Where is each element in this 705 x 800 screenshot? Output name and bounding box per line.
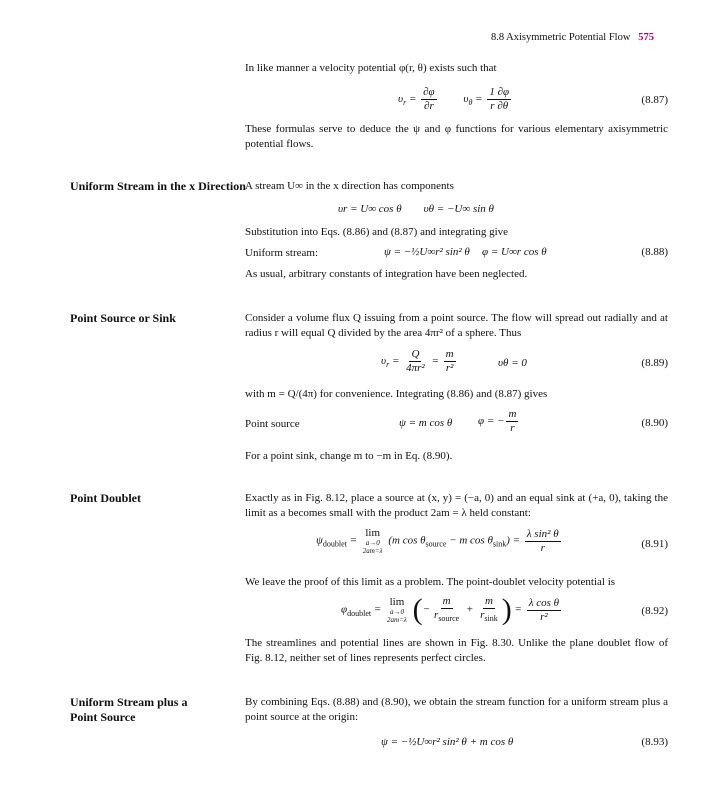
eq-number-8-92: (8.92) (641, 605, 668, 617)
source-paragraph-2: with m = Q/(4π) for convenience. Integrating (8.86) and (8.87) gives (245, 388, 548, 400)
source-psi: ψ = m cos θ (399, 417, 453, 429)
uniform-paragraph-1: A stream U∞ in the x direction has components (245, 180, 454, 192)
point-source-label: Point source (245, 418, 300, 430)
equation-8-91: $\psi_{doublet}$ = lim a→0 2am=λ (m $\cos \theta_{source} - m$ $\cos \theta_{sink}$) = $\frac{\text{λ sin² θ}}{r}$ (316, 527, 559, 555)
uniform-components: υr = U∞ cos θ υθ = −U∞ sin θ (338, 203, 494, 215)
eq-number-8-91: (8.91) (641, 538, 668, 550)
equation-8-87: $\upsilon_r$ = $\frac{\partial\varphi}{\partial r}$ $\upsilon_\theta$ = $\frac{1 \partial\varphi}{r \partial\theta}$ (398, 86, 510, 112)
equation-8-92: $\varphi_{doublet}$ = lim a→0 2am=λ (− $\frac{m}{r_{source}}$ + $\frac{m}{r_{sink}}$ ) = $\frac{\text{λ cos θ}}{\text{r²}}$ (341, 593, 560, 627)
intro-paragraph: These formulas serve to deduce the ψ and φ functions for various elementary axisymmetric potential flows. (245, 123, 668, 150)
doublet-paragraph-2: We leave the proof of this limit as a problem. The point-doublet velocity potential is (245, 576, 616, 588)
heading-point-doublet: Point Doublet (70, 491, 142, 505)
source-phi: φ = − $\frac{m}{r}$ (478, 408, 517, 434)
combo-paragraph: By combining Eqs. (8.88) and (8.90), we obtain the stream function for a uniform stream plus a point source at the origin: (245, 696, 668, 723)
section-title: 8.8 Axisymmetric Potential Flow (491, 32, 631, 43)
eq-number-8-93: (8.93) (641, 736, 668, 748)
uniform-psi: ψ = −½U∞r² sin² θ (384, 246, 470, 258)
equation-8-93: ψ = −½U∞r² sin² θ + m cos θ (381, 736, 514, 748)
eq-number-8-90: (8.90) (641, 417, 668, 429)
heading-uniform-stream: Uniform Stream in the x Direction (70, 179, 246, 193)
uniform-paragraph-3: As usual, arbitrary constants of integration have been neglected. (245, 268, 528, 280)
intro-line: In like manner a velocity potential φ(r, θ) exists such that (245, 62, 497, 74)
doublet-paragraph-1: Exactly as in Fig. 8.12, place a source at (x, y) = (−a, 0) and an equal sink at (+a, 0), taking the limit as a becomes small with the product 2am = λ held constant: (245, 492, 668, 519)
page-number: 575 (638, 32, 655, 43)
doublet-paragraph-3: The streamlines and potential lines are shown in Fig. 8.30. Unlike the plane doublet flow of Fig. 8.12, neither set of lines represents perfect circles. (245, 637, 668, 664)
source-paragraph-3: For a point sink, change m to −m in Eq. (8.90). (245, 450, 453, 462)
source-paragraph-1: Consider a volume flux Q issuing from a point source. The flow will spread out radially and at radius r will equal Q divided by the area 4πr² of a sphere. Thus (245, 312, 668, 339)
uniform-phi: φ = U∞r cos θ (482, 246, 547, 258)
heading-uniform-plus-source: Uniform Stream plus a Point Source (70, 695, 188, 724)
equation-8-89: $\upsilon_r$ = $\frac{Q}{\text{4πr²}}$ = $\frac{m}{\text{r²}}$ (381, 348, 454, 374)
eq-number-8-87: (8.87) (641, 94, 668, 106)
uniform-stream-label: Uniform stream: (245, 247, 319, 259)
eq-number-8-88: (8.88) (641, 246, 668, 258)
source-vtheta: υθ = 0 (498, 357, 527, 369)
uniform-paragraph-2: Substitution into Eqs. (8.86) and (8.87) and integrating give (245, 226, 509, 238)
eq-number-8-89: (8.89) (641, 357, 668, 369)
running-header (491, 32, 654, 43)
heading-point-source: Point Source or Sink (70, 311, 176, 325)
